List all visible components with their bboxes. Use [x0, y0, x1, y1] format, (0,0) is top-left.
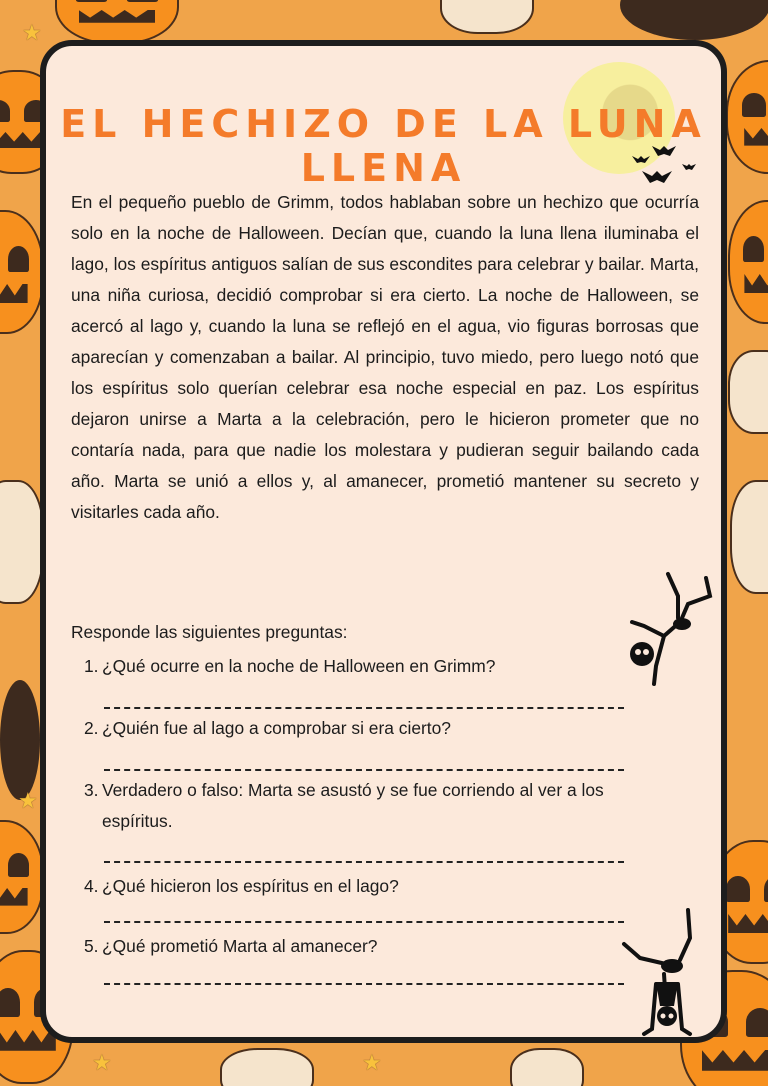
question-4 — [84, 871, 644, 902]
question-3 — [84, 775, 644, 837]
star-icon: ★ — [92, 1050, 112, 1075]
candy-icon — [510, 1048, 584, 1086]
questions-intro: Responde las siguientes preguntas: — [71, 622, 348, 642]
question-number: 3. — [84, 780, 99, 800]
pumpkin-icon — [728, 200, 768, 324]
handstand-skeleton-icon — [616, 904, 716, 1043]
question-text: ¿Qué hicieron los espíritus en el lago? — [102, 876, 399, 896]
pumpkin-icon — [0, 210, 44, 334]
story-paragraph: En el pequeño pueblo de Grimm, todos hablaban sobre un hechizo que ocurría solo en la noche de Halloween. Decían que, cuando la luna llena iluminaba el lago, los espíritus antiguos salían de sus escondites para celebrar y bailar. Marta, una niña curiosa, decidió comprobar si era cierto. La noche de Halloween, se acercó al lago y, cuando la luna se reflejó en el agua, vio figuras borrosas que aparecían y comenzaban a bailar. Al principio, tuvo miedo, pero luego notó que los espíritus solo querían celebrar esa noche especial en paz. Los espíritus dejaron unirse a Marta a la celebración, pero le hicieron prometer que no contaría nada, para que nadie los molestara y pudieran seguir bailando cada año. Marta se unió a ellos y, al amanecer, prometió mantener su secreto y visitarles cada año. — [71, 192, 699, 522]
answer-line-5[interactable] — [104, 983, 624, 985]
question-2 — [84, 713, 644, 744]
question-number: 2. — [84, 718, 99, 738]
bat-wing-icon — [620, 0, 768, 40]
pumpkin-icon — [55, 0, 179, 44]
ghost-icon — [730, 480, 768, 594]
answer-line-3[interactable] — [104, 861, 624, 863]
answer-line-4[interactable] — [104, 921, 624, 923]
question-5 — [84, 931, 644, 962]
star-icon: ★ — [362, 1050, 382, 1075]
pumpkin-icon — [0, 820, 44, 934]
question-text: ¿Qué ocurre en la noche de Halloween en Grimm? — [102, 656, 496, 676]
question-text: ¿Quién fue al lago a comprobar si era cierto? — [102, 718, 451, 738]
bat-icon — [0, 680, 40, 800]
star-icon: ★ — [22, 20, 42, 45]
worksheet-card — [40, 40, 727, 1043]
dancing-skeleton-icon — [606, 566, 716, 706]
skull-icon — [728, 350, 768, 434]
question-text: ¿Qué prometió Marta al amanecer? — [102, 936, 378, 956]
pumpkin-icon — [726, 60, 768, 174]
page-title: EL HECHIZO DE LA LUNA LLENA — [60, 102, 707, 190]
question-1 — [84, 651, 644, 682]
question-number: 1. — [84, 656, 99, 676]
star-icon: ★ — [18, 788, 38, 813]
answer-line-2[interactable] — [104, 769, 624, 771]
question-text: Verdadero o falso: Marta se asustó y se fue corriendo al ver a los espíritus. — [102, 780, 604, 831]
bone-icon — [220, 1048, 314, 1086]
potion-icon — [440, 0, 534, 34]
question-number: 5. — [84, 936, 99, 956]
ghost-icon — [0, 480, 44, 604]
answer-line-1[interactable] — [104, 707, 624, 709]
question-number: 4. — [84, 876, 99, 896]
